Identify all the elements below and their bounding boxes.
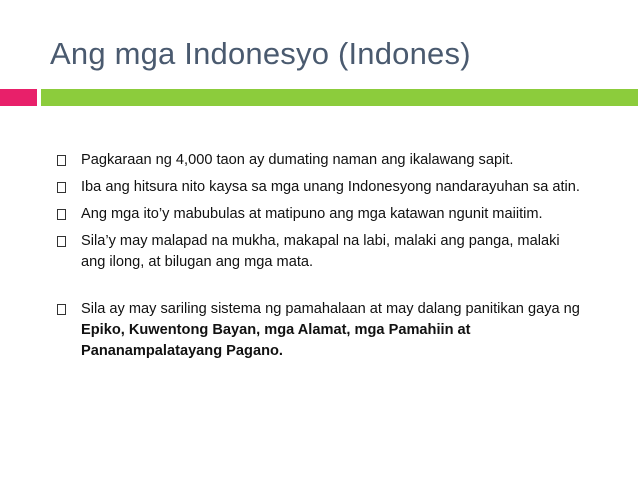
bullet-item (57, 299, 587, 362)
slide-title: Ang mga Indonesyo (Indones) (50, 36, 471, 71)
square-bullet-icon (57, 209, 66, 220)
bullet-item (57, 231, 587, 273)
bullet-text: Iba ang hitsura nito kaysa sa mga unang Indonesyong nandarayuhan sa atin. (81, 179, 580, 195)
bullet-text: Ang mga ito’y mabubulas at matipuno ang mga katawan ngunit maiitim. (81, 206, 543, 222)
bullet-text: Pagkaraan ng 4,000 taon ay dumating naman ang ikalawang sapit. (81, 152, 514, 168)
bullet-list (57, 150, 587, 368)
bullet-item (57, 150, 587, 171)
accent-bar-pink (0, 89, 37, 106)
square-bullet-icon (57, 155, 66, 166)
bullet-text-plain: Sila ay may sariling sistema ng pamahalaan at may dalang panitikan gaya ng (81, 301, 580, 317)
bullet-text-bold: Epiko, Kuwentong Bayan, mga Alamat, mga Pamahiin at Pananampalatayang Pagano. (81, 322, 471, 359)
bullet-item (57, 177, 587, 198)
accent-bar-green (41, 89, 638, 106)
bullet-text: Sila’y may malapad na mukha, makapal na labi, malaki ang panga, malaki ang ilong, at bilugan ang mga mata. (81, 233, 560, 270)
square-bullet-icon (57, 182, 66, 193)
bullet-item (57, 204, 587, 225)
square-bullet-icon (57, 236, 66, 247)
square-bullet-icon (57, 304, 66, 315)
